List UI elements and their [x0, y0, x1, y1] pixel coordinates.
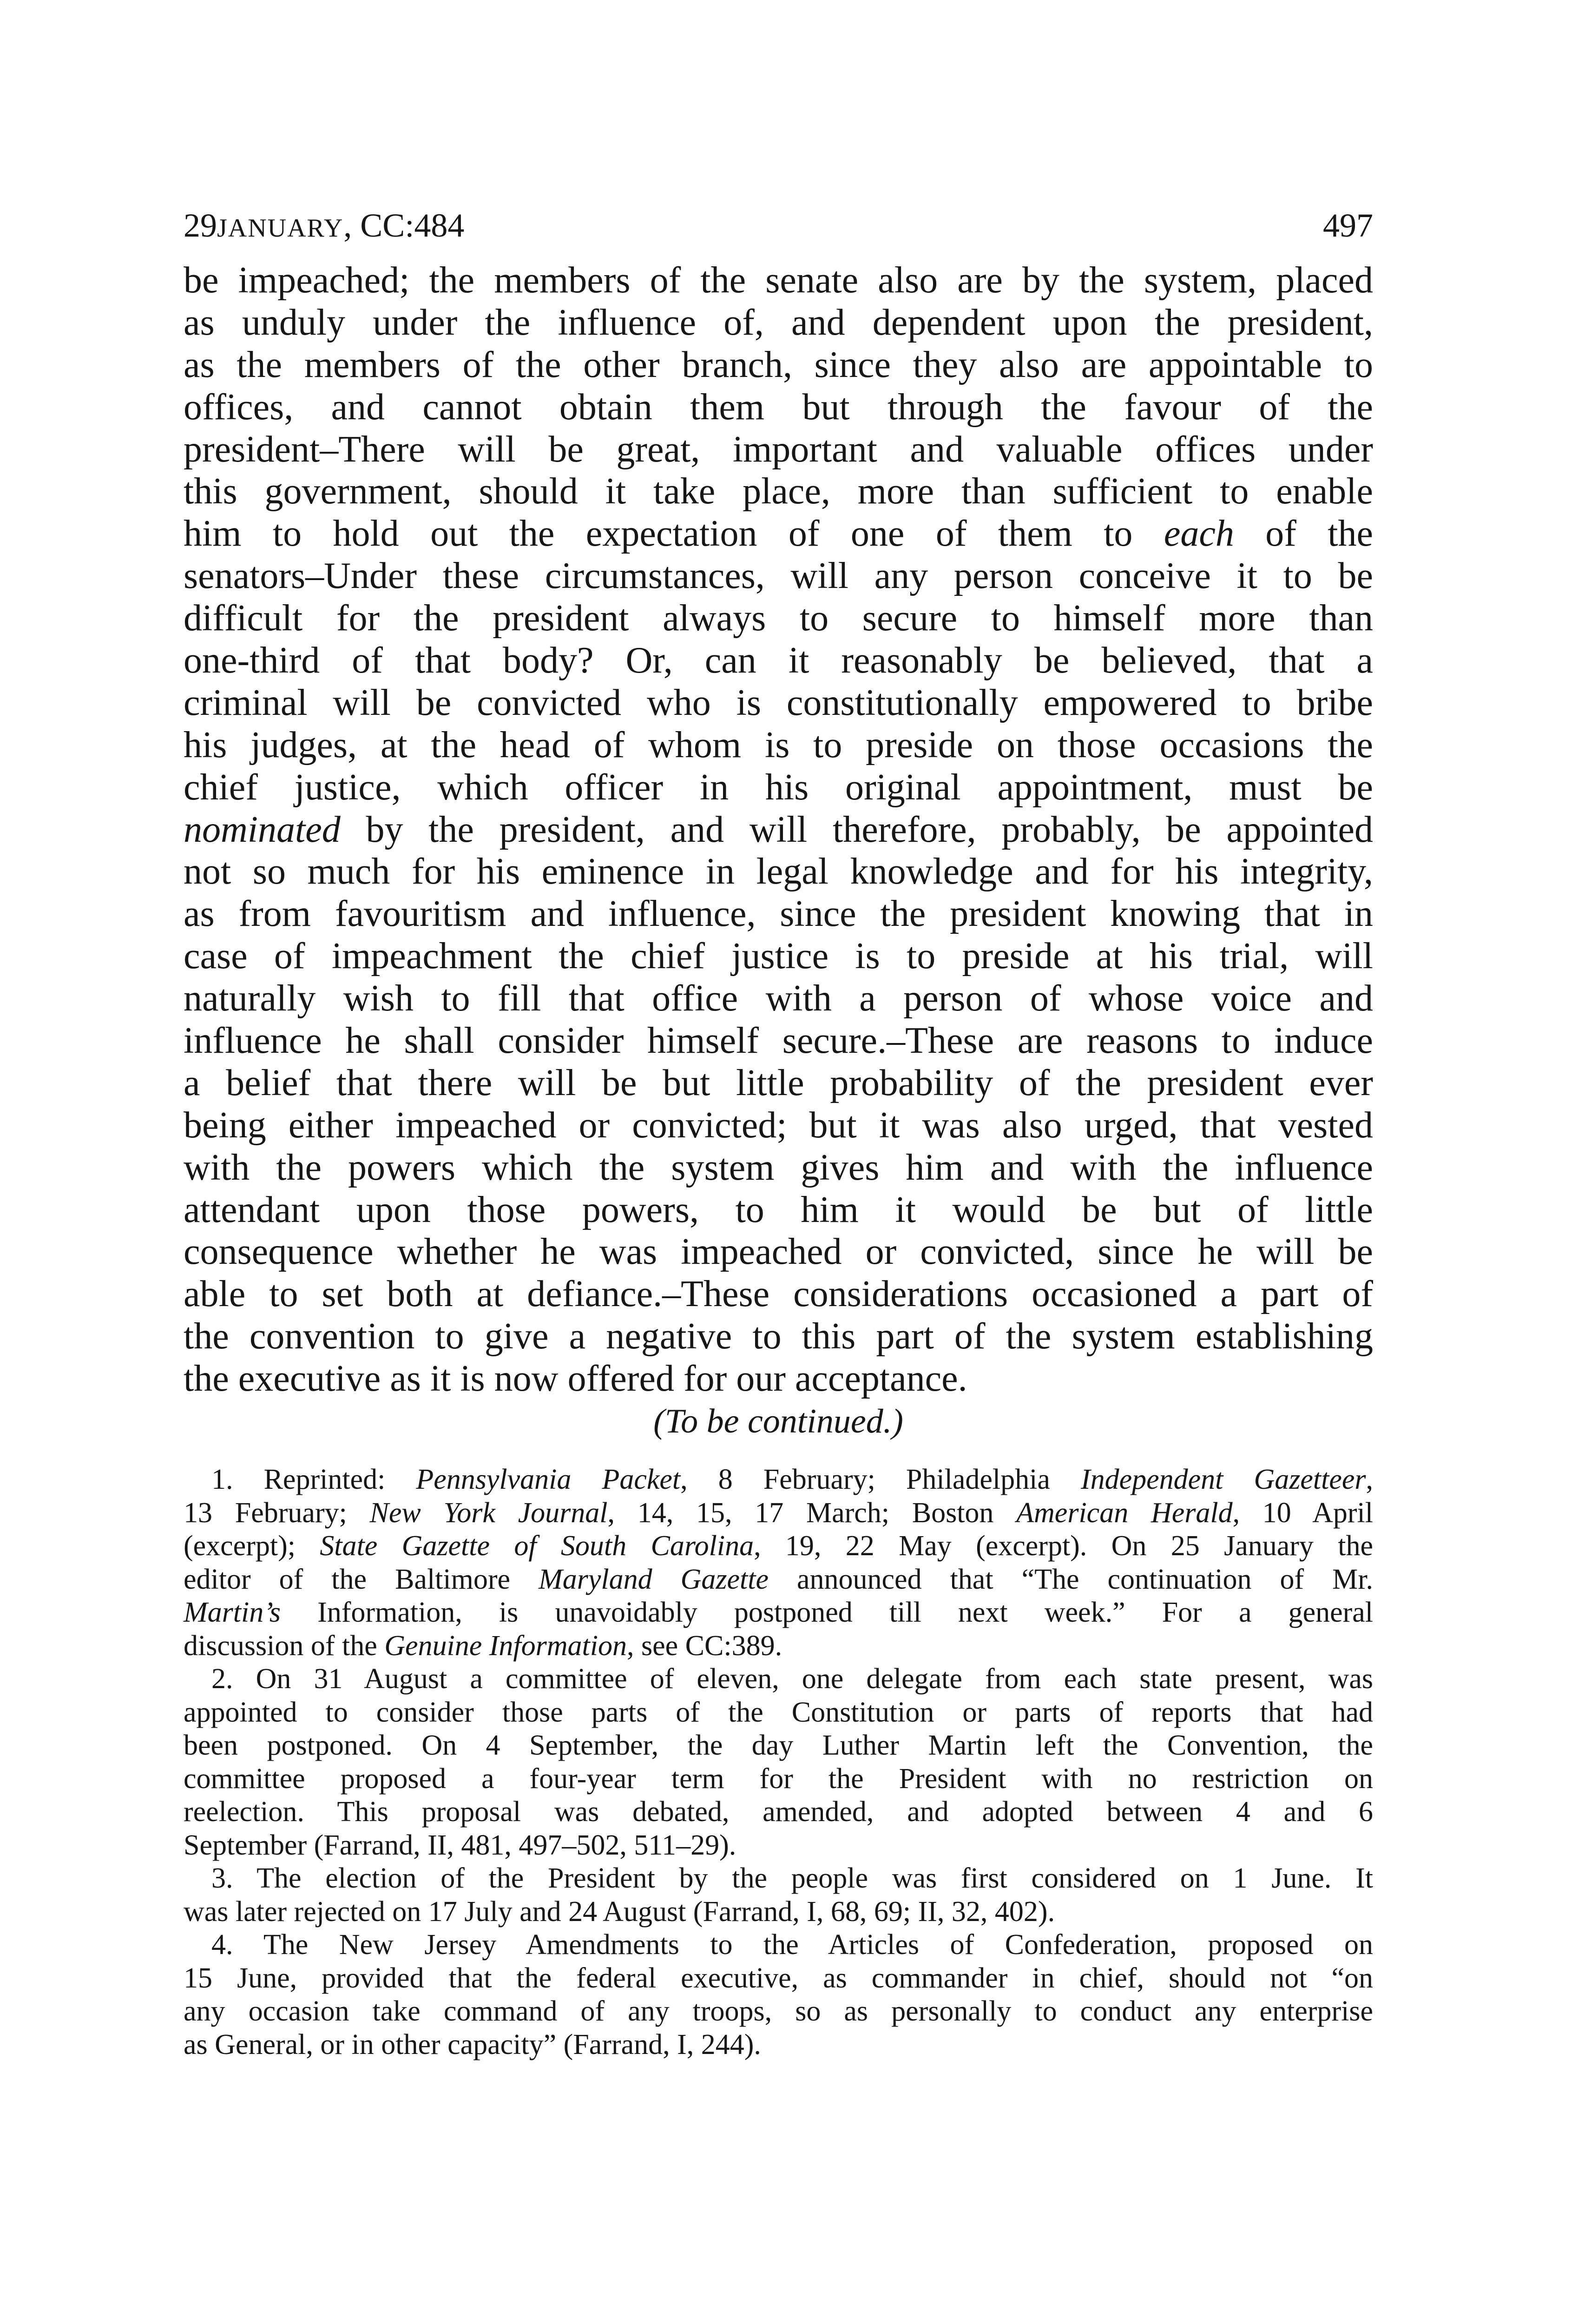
body-line: the executive as it is now offered for our acceptance.	[184, 1358, 967, 1400]
running-head-cc-ref: , CC:484	[343, 207, 465, 244]
footnote-line: any occasion take command of any troops, so as personally to conduct any enterprise	[184, 1995, 1373, 2027]
footnote-line: 15 June, provided that the federal executive, as commander in chief, should not “on	[184, 1962, 1373, 1994]
running-head	[184, 205, 1373, 246]
running-head-month: JANUARY	[217, 214, 344, 243]
footnote-title: American Herald	[1016, 1497, 1233, 1529]
footnote-title: Pennsylvania Packet	[416, 1464, 681, 1496]
body-line: the convention to give a negative to this part of the system establishing	[184, 1316, 1373, 1357]
body-emphasis: nominated	[184, 809, 341, 850]
body-line: as from favouritism and influence, since the president knowing that in	[184, 893, 1373, 935]
footnote-line: appointed to consider those parts of the Constitution or parts of reports that had	[184, 1696, 1373, 1728]
footnote-text: 1. Reprinted:	[211, 1464, 416, 1496]
footnote-line	[184, 1497, 1373, 1530]
body-line: case of impeachment the chief justice is to preside at his trial, will	[184, 936, 1373, 977]
footnote-3	[184, 1862, 1373, 1928]
footnote-line: committee proposed a four-year term for the President with no restriction on	[184, 1763, 1373, 1795]
body-text-run: him to hold out the expectation of one of them to	[184, 513, 1164, 555]
footnote-text: Information, is unavoidably postponed till next week.” For a general	[281, 1597, 1373, 1629]
footnote-text: , see CC:389.	[627, 1630, 782, 1662]
footnote-text: , 10 April	[1232, 1497, 1373, 1529]
body-line: with the powers which the system gives him and with the influence	[184, 1147, 1373, 1188]
body-line: senators–Under these circumstances, will any person conceive it to be	[184, 555, 1373, 597]
footnote-title: Martin’s	[184, 1597, 281, 1629]
body-text	[184, 259, 1373, 1400]
footnote-line	[184, 1596, 1373, 1630]
running-head-left	[184, 205, 464, 249]
body-line: chief justice, which officer in his original appointment, must be	[184, 766, 1373, 808]
footnote-line	[184, 1530, 1373, 1563]
footnote-line: 2. On 31 August a committee of eleven, one delegate from each state present, was	[211, 1663, 1373, 1695]
footnote-4	[184, 1928, 1373, 2061]
body-line: be impeached; the members of the senate also are by the system, placed	[184, 260, 1373, 301]
body-line: as unduly under the influence of, and dependent upon the president,	[184, 302, 1373, 343]
body-line: one-third of that body? Or, can it reasonably be believed, that a	[184, 640, 1373, 681]
body-line: a belief that there will be but little probability of the president ever	[184, 1062, 1373, 1103]
body-line	[184, 513, 1373, 555]
footnote-line	[184, 1463, 1373, 1497]
footnote-line	[184, 1563, 1373, 1597]
footnote-title: Maryland Gazette	[539, 1563, 769, 1595]
footnote-line: been postponed. On 4 September, the day Luther Martin left the Convention, the	[184, 1730, 1373, 1762]
footnote-title: New York Journal	[369, 1497, 608, 1529]
footnote-text: 13 February;	[184, 1497, 370, 1529]
footnote-text: , 8 February; Philadelphia	[680, 1464, 1081, 1496]
footnote-line: 4. The New Jersey Amendments to the Articles of Confederation, proposed on	[211, 1929, 1373, 1961]
footnote-text: announced that “The continuation of Mr.	[768, 1563, 1373, 1595]
body-line: his judges, at the head of whom is to preside on those occasions the	[184, 724, 1373, 766]
body-emphasis: each	[1164, 513, 1234, 555]
footnote-text: editor of the Baltimore	[184, 1563, 539, 1595]
footnote-text: (excerpt);	[184, 1530, 320, 1562]
footnote-line: was later rejected on 17 July and 24 August (Farrand, I, 68, 69; II, 32, 402).	[184, 1895, 1055, 1928]
body-line	[184, 809, 1373, 851]
footnote-title: Genuine Information	[384, 1630, 627, 1662]
footnote-line: 3. The election of the President by the people was first considered on 1 June. It	[211, 1862, 1373, 1895]
footnote-title: State Gazette of South Carolina	[320, 1530, 754, 1562]
body-line: not so much for his eminence in legal knowledge and for his integrity,	[184, 851, 1373, 892]
footnotes	[184, 1463, 1373, 2061]
footnote-line: as General, or in other capacity” (Farrand, I, 244).	[184, 2028, 761, 2060]
body-line: being either impeached or convicted; but it was also urged, that vested	[184, 1104, 1373, 1146]
body-text-run: by the president, and will therefore, probably, be appointed	[340, 809, 1373, 850]
footnote-2	[184, 1663, 1373, 1862]
footnote-title: Independent Gazetteer	[1080, 1464, 1366, 1496]
footnote-line: September (Farrand, II, 481, 497–502, 511–29).	[184, 1829, 736, 1861]
to-be-continued: (To be continued.)	[653, 1402, 903, 1441]
footnote-text: ,	[1366, 1464, 1373, 1496]
body-line: attendant upon those powers, to him it would be but of little	[184, 1189, 1373, 1230]
body-line: criminal will be convicted who is constitutionally empowered to bribe	[184, 682, 1373, 723]
body-line: naturally wish to fill that office with a person of whose voice and	[184, 978, 1373, 1019]
body-line: influence he shall consider himself secure.–These are reasons to induce	[184, 1020, 1373, 1062]
body-line: offices, and cannot obtain them but through the favour of the	[184, 386, 1373, 428]
body-line: consequence whether he was impeached or convicted, since he will be	[184, 1231, 1373, 1273]
footnote-1	[184, 1463, 1373, 1663]
page	[184, 205, 1373, 2061]
body-line: difficult for the president always to secure to himself more than	[184, 598, 1373, 639]
footnote-text: , 19, 22 May (excerpt). On 25 January the	[754, 1530, 1373, 1562]
footnote-line	[184, 1630, 1373, 1663]
body-text-run: of the	[1234, 513, 1373, 555]
footnote-text: discussion of the	[184, 1630, 385, 1662]
footnote-text: , 14, 15, 17 March; Boston	[607, 1497, 1017, 1529]
page-number: 497	[1323, 207, 1373, 244]
body-line: this government, should it take place, more than sufficient to enable	[184, 471, 1373, 512]
body-line: able to set both at defiance.–These considerations occasioned a part of	[184, 1274, 1373, 1315]
body-line: as the members of the other branch, since they also are appointable to	[184, 344, 1373, 385]
running-head-date-number: 29	[184, 207, 217, 244]
body-line: president–There will be great, important and valuable offices under	[184, 429, 1373, 470]
footnote-line: reelection. This proposal was debated, amended, and adopted between 4 and 6	[184, 1796, 1373, 1828]
